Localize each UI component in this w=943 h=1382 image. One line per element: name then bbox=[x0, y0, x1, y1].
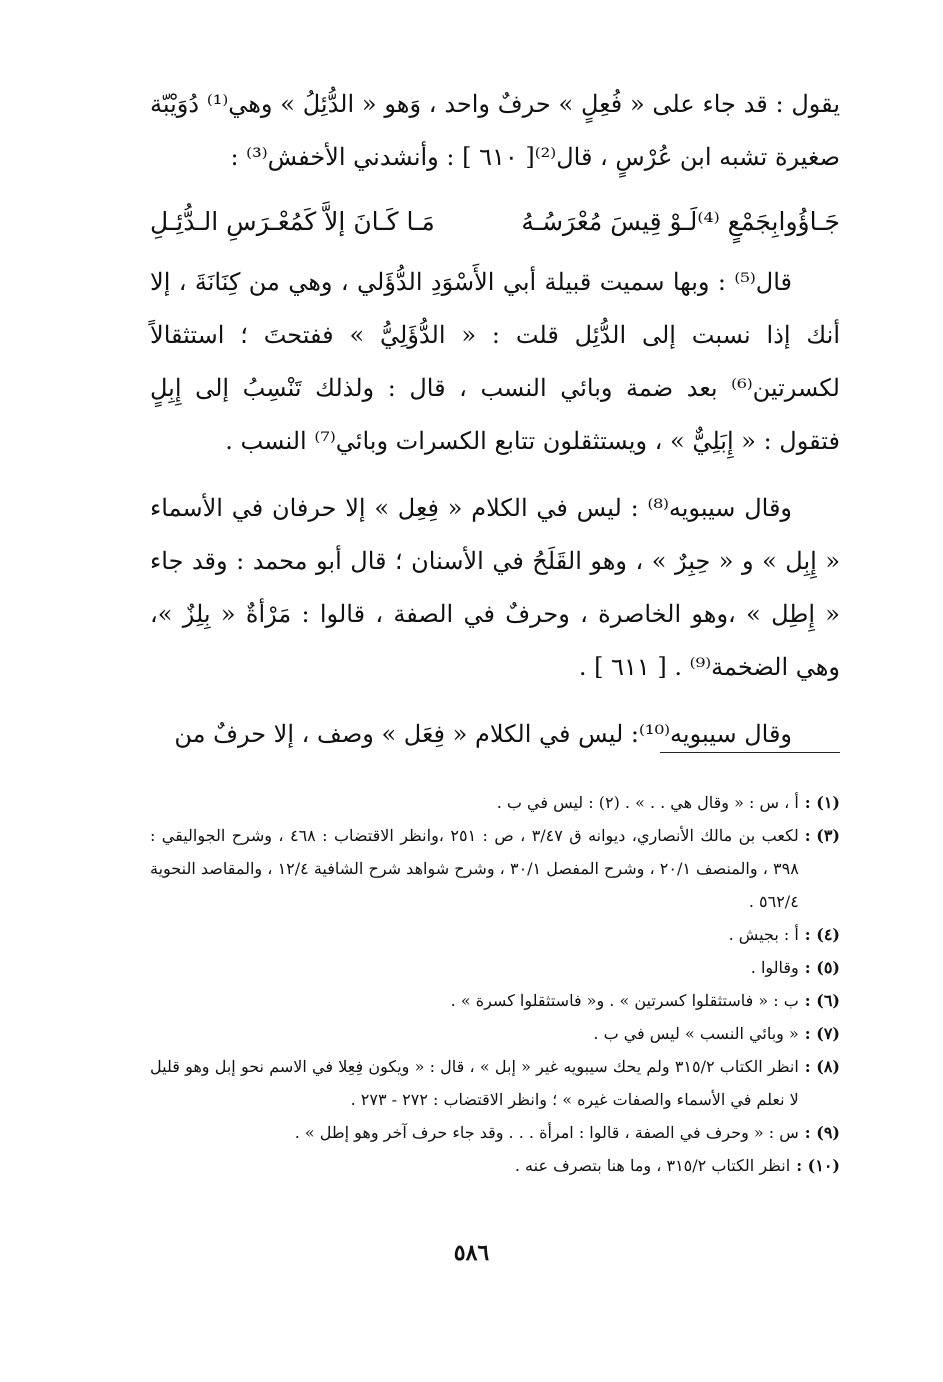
footnote bbox=[150, 819, 840, 918]
verse-second-hemistich: مَـا كَـانَ إلاَّ كَمُعْـرَسِ الـدُّئِـلِ bbox=[150, 207, 435, 236]
footnote-number: (١٠) : bbox=[796, 1156, 840, 1175]
footnote bbox=[150, 984, 840, 1017]
footnote-text: لكعب بن مالك الأنصاري، ديوانه ق ٣/٤٧ ، ص : ٢٥١ ،وانظر الاقتضاب : ٤٦٨ ، وشرح الجواليقي : ٣٩٨ ، والمنصف ٢٠/١ ، وشرح المفصل ٣٠/١ ، وشرح شواهد شرح الشافية ١٢/٤ ، والمقاصد النحوية ٥٦٢/٤ . bbox=[150, 826, 799, 911]
footnote-number: (٣) : bbox=[804, 826, 840, 845]
footnote-text: أ ، س : « وقال هي . . » . (٢) : ليس في ب . bbox=[496, 793, 799, 812]
footnote-number: (٥) : bbox=[804, 958, 840, 977]
footnote bbox=[150, 918, 840, 951]
footnote bbox=[150, 786, 840, 819]
poetry-verse bbox=[150, 194, 840, 250]
footnote bbox=[150, 1050, 840, 1116]
footnote-number: (٦) : bbox=[804, 991, 840, 1010]
footnote-number: (٤) : bbox=[804, 925, 840, 944]
paragraph-2: قال⁽⁵⁾ : وبها سميت قبيلة أبي الأَسْوَدِ الدُّؤَلي ، وهي من كِنَانَةَ ، إلا أنك إذا نسبت إلى الدُّئِل قلت : « الدُّؤَلِيُّ » ففتحتَ ؛ استثقالاً لكسرتين⁽⁶⁾ بعد ضمة وبائي النسب ، قال : ولذلك تَنْسِبُ إلى إِبِلٍ فتقول : « إِبَلِيٌّ » ، ويستثقلون تتابع الكسرات وبائي⁽⁷⁾ النسب . bbox=[150, 268, 840, 455]
paragraph-4: وقال سيبويه⁽¹⁰⁾: ليس في الكلام « فِعَل » وصف ، إلا حرفٌ من bbox=[174, 720, 792, 748]
footnote-number: (١) : bbox=[804, 793, 840, 812]
paragraph-3: وقال سيبويه⁽⁸⁾ : ليس في الكلام « فِعِل » إلا حرفان في الأسماء « إِبِل » و « حِبِرٌ » ، وهو القَلَحُ في الأسنان ؛ قال أبو محمد : وقد جاء « إِطِل » ،وهو الخاصرة ، وحرفٌ في الصفة ، قالوا : مَرْأةٌ « بِلِزٌ »، وهي الضخمة⁽⁹⁾ . [ ٦١١ ] . bbox=[150, 494, 840, 681]
footnote-text: انظر الكتاب ٣١٥/٢ ولم يحك سيبويه غير « إبل » ، قال : « ويكون فِعِلا في الاسم نحو إبل وهو قليل لا نعلم في الأسماء والصفات غيره » ؛ وانظر الاقتضاب : ٢٧٢ - ٢٧٣ . bbox=[150, 1057, 799, 1109]
footnote bbox=[150, 1017, 840, 1050]
footnote-text: وقالوا . bbox=[750, 958, 799, 977]
footnote-number: (٨) : bbox=[804, 1057, 840, 1076]
footnotes bbox=[150, 786, 840, 1182]
footnote-number: (٧) : bbox=[804, 1024, 840, 1043]
footnote bbox=[150, 951, 840, 984]
page-number: ٥٨٦ bbox=[453, 1240, 490, 1266]
verse-first-hemistich: جَـاؤُوابِجَمْعٍ ⁽⁴⁾لَـوْ قِيسَ مُعْرَسُـهُ bbox=[521, 207, 840, 236]
footnote-text: س : « وحرف في الصفة ، قالوا : امرأة . . . وقد جاء حرف آخر وهو إطل » . bbox=[294, 1123, 799, 1142]
footnote-text: انظر الكتاب ٣١٥/٢ ، وما هنا بتصرف عنه . bbox=[514, 1156, 791, 1175]
main-text bbox=[150, 78, 840, 761]
footnote-text: ب : « فاستثقلوا كسرتين » . و« فاستثقلوا كسرة » . bbox=[450, 991, 799, 1010]
footnote-separator bbox=[660, 752, 840, 753]
footnote bbox=[150, 1116, 840, 1149]
footnote-text: أ : بجيش . bbox=[728, 925, 799, 944]
footnote-text: « وبائي النسب » ليس في ب . bbox=[593, 1024, 799, 1043]
paragraph-1: يقول : قد جاء على « فُعِلٍ » حرفٌ واحد ، وَهو « الدُّئِلُ » وهي⁽¹⁾ دُوَيْبّة صغيرة تشبه ابن عُرْسٍ ، قال⁽²⁾[ ٦١٠ ] : وأنشدني الأخفش⁽³⁾ : bbox=[150, 90, 840, 171]
footnote-number: (٩) : bbox=[804, 1123, 840, 1142]
footnote bbox=[150, 1149, 840, 1182]
